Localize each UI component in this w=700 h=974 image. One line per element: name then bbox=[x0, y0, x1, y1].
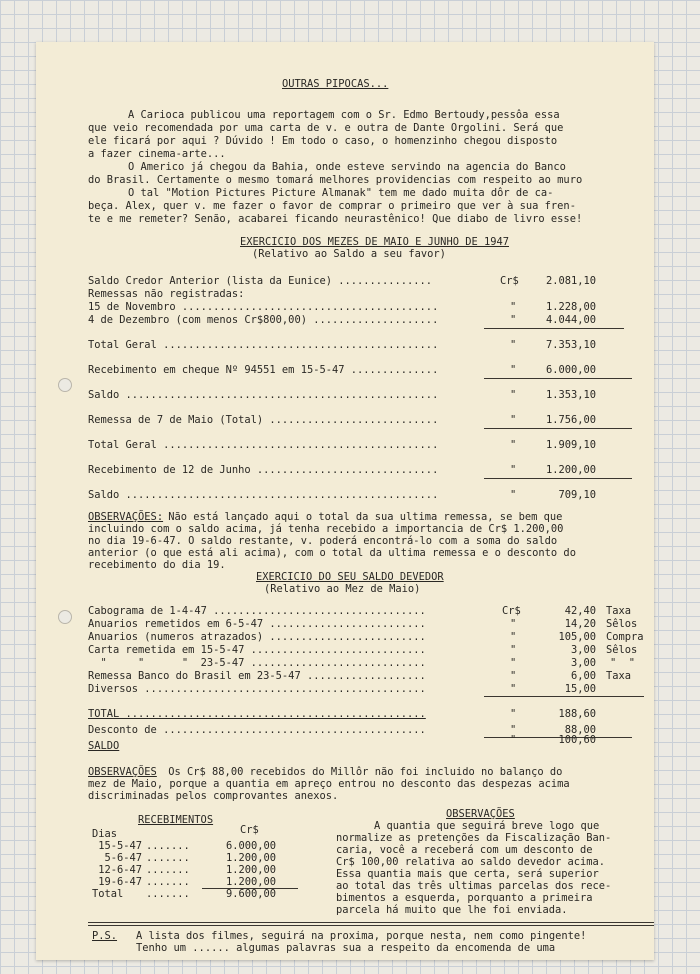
expense-row-currency: " bbox=[510, 683, 517, 695]
sum-rule bbox=[484, 696, 644, 697]
ledger-row-currency: " bbox=[510, 389, 517, 401]
expense-row-value: 105,00 bbox=[558, 631, 596, 643]
expense-row-value: 6,00 bbox=[570, 670, 596, 682]
receipt-leader: ....... bbox=[146, 876, 190, 888]
ledger-row-label: Recebimento em cheque Nº 94551 em 15-5-47 .............. bbox=[88, 364, 439, 376]
ledger-row-value: 709,10 bbox=[558, 489, 596, 501]
ledger-row-label: Recebimento de 12 de Junho ............................. bbox=[88, 464, 439, 476]
observations-label: OBSERVAÇÕES: bbox=[88, 511, 164, 523]
sum-rule bbox=[484, 428, 632, 429]
ledger-row-currency: " bbox=[510, 414, 517, 426]
ledger-row-currency: " bbox=[510, 364, 517, 376]
ledger-row-currency: " bbox=[510, 489, 517, 501]
sum-rule bbox=[484, 378, 632, 379]
intro-line: O Americo já chegou da Bahia, onde esteve servindo na agencia do Banco bbox=[128, 161, 566, 173]
expense-row-value: 3,00 bbox=[570, 644, 596, 656]
expense-row-currency: " bbox=[510, 644, 517, 656]
ledger-row-value: 1.228,00 bbox=[545, 301, 596, 313]
receipts-col-dias: Dias bbox=[92, 828, 118, 840]
section2-title: EXERCICIO DO SEU SALDO DEVEDOR bbox=[256, 571, 444, 583]
receipt-value: 6.000,00 bbox=[225, 840, 276, 852]
intro-line: que veio recomendada por uma carta de v. e outra de Dante Orgolini. Será que bbox=[88, 122, 564, 134]
final-observations-title: OBSERVAÇÕES bbox=[446, 808, 515, 820]
intro-line: O tal "Motion Pictures Picture Almanak" tem me dado muita dôr de ca- bbox=[128, 187, 554, 199]
ledger-row-label: 15 de Novembro ......................................... bbox=[88, 301, 439, 313]
receipts-total-value: 9.600,00 bbox=[225, 888, 276, 900]
expense-row-currency: " bbox=[510, 734, 517, 746]
expense-row-label: Anuarios remetidos em 6-5-47 ......................... bbox=[88, 618, 426, 630]
observations-label: OBSERVAÇÕES bbox=[88, 766, 157, 778]
receipt-value: 1.200,00 bbox=[225, 852, 276, 864]
observation-line: discriminadas pelos comprovantes anexos. bbox=[88, 790, 339, 802]
ledger-row-currency: " bbox=[510, 464, 517, 476]
ledger-row-value: 1.353,10 bbox=[545, 389, 596, 401]
punch-hole-bottom bbox=[58, 610, 72, 624]
receipts-col-currency: Cr$ bbox=[240, 824, 259, 836]
ps-line: Tenho um ...... algumas palavras sua a respeito da encomenda de uma bbox=[136, 942, 556, 954]
ledger-row-value: 1.756,00 bbox=[545, 414, 596, 426]
expense-row-value: 42,40 bbox=[564, 605, 596, 617]
receipt-date: 5-6-47 bbox=[104, 852, 142, 864]
ledger-row-label: Total Geral ............................................ bbox=[88, 339, 439, 351]
receipts-title: RECEBIMENTOS bbox=[138, 814, 214, 826]
final-observation-line: A quantia que seguirá breve logo que bbox=[374, 820, 600, 832]
page-title: OUTRAS PIPOCAS... bbox=[282, 78, 389, 90]
ledger-row-currency: " bbox=[510, 301, 517, 313]
final-observation-line: Essa quantia mais que certa, será superior bbox=[336, 868, 599, 880]
expense-row-value: 3,00 bbox=[570, 657, 596, 669]
receipt-date: 19-6-47 bbox=[98, 876, 142, 888]
observation-line: recebimento do dia 19. bbox=[88, 559, 226, 571]
ledger-row-value: 7.353,10 bbox=[545, 339, 596, 351]
expense-row-currency: " bbox=[510, 657, 517, 669]
expense-row-value: 100,60 bbox=[558, 734, 596, 746]
observation-line: Não está lançado aqui o total da sua ultima remessa, se bem que bbox=[162, 511, 563, 523]
observation-line: no dia 19-6-47. O saldo restante, v. poderá encontrá-lo com a soma do saldo bbox=[88, 535, 558, 547]
ps-rule bbox=[88, 925, 654, 926]
ledger-row-value: 4.044,00 bbox=[545, 314, 596, 326]
document-page bbox=[36, 42, 654, 960]
final-observation-line: normalize as pretenções da Fiscalização Ban- bbox=[336, 832, 612, 844]
intro-line: do Brasil. Certamente o mesmo tomará melhores providencias com respeito ao muro bbox=[88, 174, 583, 186]
expense-row-currency: " bbox=[510, 631, 517, 643]
observation-line: Os Cr$ 88,00 recebidos do Millôr não foi incluido no balanço do bbox=[162, 766, 563, 778]
receipt-leader: ....... bbox=[146, 864, 190, 876]
ledger-row-currency: " bbox=[510, 314, 517, 326]
receipt-date: 12-6-47 bbox=[98, 864, 142, 876]
receipt-date: 15-5-47 bbox=[98, 840, 142, 852]
ledger-row-currency: Cr$ bbox=[500, 275, 519, 287]
expense-row-note: Taxa bbox=[606, 670, 632, 682]
ledger-row-label: Saldo .................................................. bbox=[88, 489, 439, 501]
receipt-leader: ....... bbox=[146, 852, 190, 864]
receipt-value: 1.200,00 bbox=[225, 876, 276, 888]
punch-hole-top bbox=[58, 378, 72, 392]
sum-rule bbox=[484, 328, 624, 329]
expense-row-label: SALDO bbox=[88, 740, 120, 752]
ledger-row-value: 2.081,10 bbox=[545, 275, 596, 287]
expense-row-label: Carta remetida em 15-5-47 ............................ bbox=[88, 644, 426, 656]
expense-row-currency: " bbox=[510, 670, 517, 682]
expense-row-value: 14,20 bbox=[564, 618, 596, 630]
final-observation-line: bimentos a esquerda, porquanto a primeira bbox=[336, 892, 593, 904]
expense-row-note: Sêlos bbox=[606, 644, 638, 656]
expense-row-value: 88,00 bbox=[564, 724, 596, 736]
ps-rule bbox=[88, 922, 654, 923]
ledger-row-label: Remessas não registradas: bbox=[88, 288, 245, 300]
observation-line: anterior (o que está ali acima), com o total da ultima remessa e o desconto do bbox=[88, 547, 576, 559]
expense-row-currency: " bbox=[510, 708, 517, 720]
observation-line: mez de Maio, porque a quantia em apreço entrou no desconto das despezas acima bbox=[88, 778, 570, 790]
expense-row-value: 15,00 bbox=[564, 683, 596, 695]
expense-row-label: Remessa Banco do Brasil em 23-5-47 ................... bbox=[88, 670, 426, 682]
intro-line: A Carioca publicou uma reportagem com o Sr. Edmo Bertoudy,pessôa essa bbox=[128, 109, 560, 121]
intro-line: ele ficará por aqui ? Dúvido ! Em todo o caso, o homenzinho chegou disposto bbox=[88, 135, 558, 147]
ledger-row-label: Remessa de 7 de Maio (Total) ........................... bbox=[88, 414, 439, 426]
ps-line: A lista dos filmes, seguirá na proxima, porque nesta, nem como pingente! bbox=[136, 930, 587, 942]
ledger-row-value: 1.909,10 bbox=[545, 439, 596, 451]
ledger-row-value: 6.000,00 bbox=[545, 364, 596, 376]
expense-row-currency: " bbox=[510, 618, 517, 630]
expense-row-label: Diversos ............................................. bbox=[88, 683, 426, 695]
receipt-value: 1.200,00 bbox=[225, 864, 276, 876]
final-observation-line: Cr$ 100,00 relativa ao saldo devedor acima. bbox=[336, 856, 605, 868]
ledger-row-currency: " bbox=[510, 339, 517, 351]
expense-row-currency: " bbox=[510, 724, 517, 736]
intro-line: te e me remeter? Senão, acabarei ficando neurastênico! Que diabo de livro esse! bbox=[88, 213, 583, 225]
ledger-row-currency: " bbox=[510, 439, 517, 451]
receipt-leader: ....... bbox=[146, 840, 190, 852]
ledger-row-label: Total Geral ............................................ bbox=[88, 439, 439, 451]
expense-row-note: Compra bbox=[606, 631, 644, 643]
sum-rule bbox=[484, 478, 632, 479]
ledger-row-label: Saldo Credor Anterior (lista da Eunice) ............... bbox=[88, 275, 433, 287]
receipts-total-label: Total bbox=[92, 888, 124, 900]
ps-label: P.S. bbox=[92, 930, 118, 942]
final-observation-line: ao total das três ultimas parcelas dos rece- bbox=[336, 880, 612, 892]
expense-row-label: Cabograma de 1-4-47 .................................. bbox=[88, 605, 426, 617]
final-observation-line: caria, você a receberá com um desconto de bbox=[336, 844, 593, 856]
expense-row-currency: Cr$ bbox=[502, 605, 521, 617]
expense-row-label: TOTAL ................................................ bbox=[88, 708, 426, 720]
receipt-leader: ....... bbox=[146, 888, 190, 900]
observation-line: incluindo com o saldo acima, já tenha recebido a importancia de Cr$ 1.200,00 bbox=[88, 523, 564, 535]
expense-row-value: 188,60 bbox=[558, 708, 596, 720]
section1-subtitle: (Relativo ao Saldo a seu favor) bbox=[252, 248, 446, 260]
ledger-row-label: Saldo .................................................. bbox=[88, 389, 439, 401]
expense-row-label: Desconto de .......................................... bbox=[88, 724, 426, 736]
final-observation-line: parcela há muito que lhe foi enviada. bbox=[336, 904, 568, 916]
expense-row-note: Sêlos bbox=[606, 618, 638, 630]
expense-row-label: " " " 23-5-47 ............................ bbox=[88, 657, 426, 669]
section2-subtitle: (Relativo ao Mez de Maio) bbox=[264, 583, 421, 595]
expense-row-label: Anuarios (numeros atrazados) ......................... bbox=[88, 631, 426, 643]
section1-title: EXERCICIO DOS MEZES DE MAIO E JUNHO DE 1947 bbox=[240, 236, 509, 248]
expense-row-note: Taxa bbox=[606, 605, 632, 617]
intro-line: beça. Alex, quer v. me fazer o favor de comprar o primeiro que ver à sua fren- bbox=[88, 200, 576, 212]
ledger-row-label: 4 de Dezembro (com menos Cr$800,00) .................... bbox=[88, 314, 439, 326]
expense-row-note: " " bbox=[610, 657, 636, 669]
ledger-row-value: 1.200,00 bbox=[545, 464, 596, 476]
intro-line: a fazer cinema-arte... bbox=[88, 148, 226, 160]
